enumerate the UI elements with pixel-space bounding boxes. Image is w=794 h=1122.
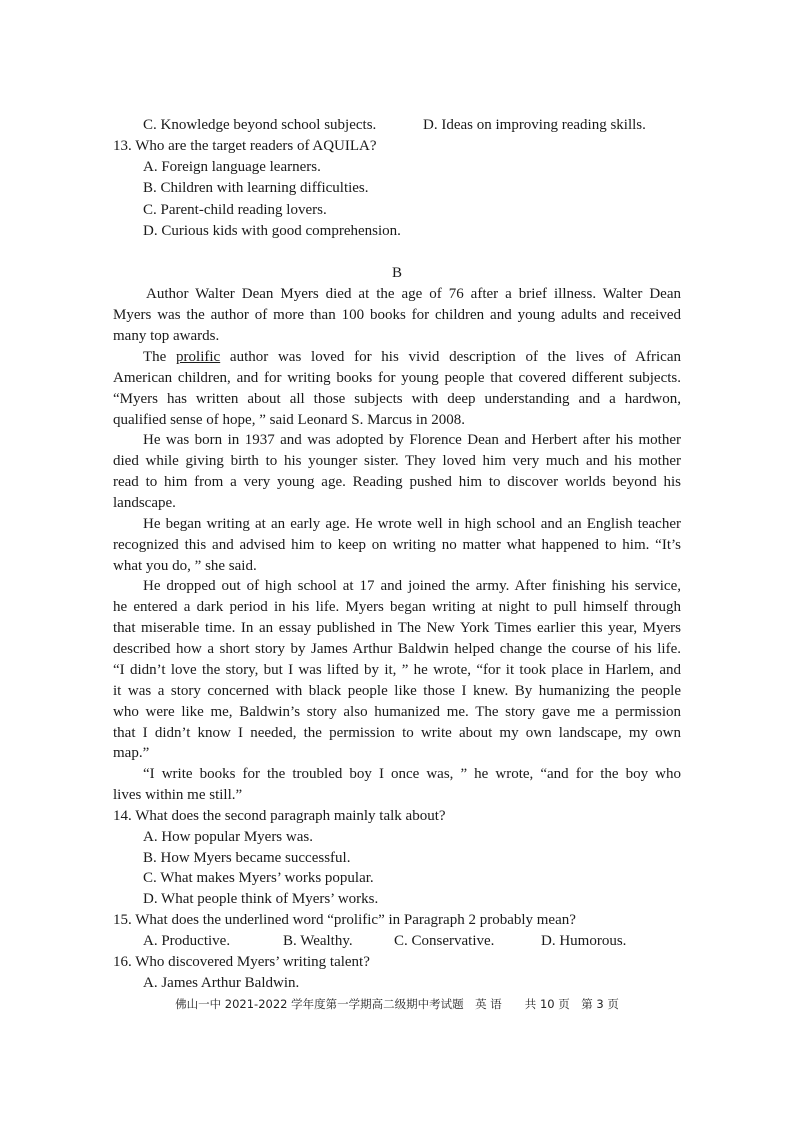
passage-p6-line: lives within me still.” [113,787,243,803]
q14-stem: 14. What does the second paragraph mainly talk about? [113,808,446,824]
q14-option-b: B. How Myers became successful. [143,850,351,866]
passage-p1-line: Myers was the author of more than 100 books for children and young adults and received [113,307,681,323]
passage-p5-line: described how a short story by James Arthur Baldwin helped change the course of his life. [113,641,681,657]
q14-option-c: C. What makes Myers’ works popular. [143,870,374,886]
passage-p5-line: who were like me, Baldwin’s story also humanized me. The story gave me a permission [113,704,681,720]
passage-p1-line: many top awards. [113,328,220,344]
passage-p1-line: Author Walter Dean Myers died at the age of 76 after a brief illness. Walter Dean [146,286,681,302]
q13-option-a: A. Foreign language learners. [143,159,321,175]
page-footer: 佛山一中 2021-2022 学年度第一学期高二级期中考试题 英 语 共 10 页 第 3 页 [175,997,619,1011]
passage-p5-line: he entered a dark period in his life. Myers began writing at night to pull himself through [113,599,681,615]
q15-option-b: B. Wealthy. [283,933,353,949]
passage-p5-line: He dropped out of high school at 17 and joined the army. After finishing his service, [143,578,681,594]
passage-p2-line: qualified sense of hope, ” said Leonard S. Marcus in 2008. [113,412,465,428]
q13-stem: 13. Who are the target readers of AQUILA? [113,138,377,154]
section-label: B [391,265,402,281]
underlined-word-prolific: prolific [176,349,221,365]
q13-option-b: B. Children with learning difficulties. [143,180,369,196]
passage-p5-line: that I didn’t know I needed, the permission to write about my own landscape, my own [113,725,681,741]
passage-p3-line: read to him from a very young age. Reading pushed him to discover worlds beyond his [113,474,681,490]
q16-stem: 16. Who discovered Myers’ writing talent? [113,954,370,970]
q15-stem: 15. What does the underlined word “prolific” in Paragraph 2 probably mean? [113,912,576,928]
q12-option-d: D. Ideas on improving reading skills. [423,117,646,133]
passage-p2-line [143,347,681,368]
passage-p3-line: He was born in 1937 and was adopted by Florence Dean and Herbert after his mother [143,432,681,448]
q15-option-c: C. Conservative. [394,933,495,949]
passage-p2-text: author was loved for his vivid description of the lives of African [220,349,681,365]
passage-p5-line: map.” [113,745,150,761]
q14-option-a: A. How popular Myers was. [143,829,313,845]
passage-p4-line: recognized this and advised him to keep on writing no matter what happened to him. “It’s [113,537,681,553]
q16-option-a: A. James Arthur Baldwin. [143,975,300,991]
q13-option-d: D. Curious kids with good comprehension. [143,223,401,239]
passage-p5-line: that miserable time. In an essay published in The New York Times earlier this year, Myers [113,620,681,636]
passage-p6-line: “I write books for the troubled boy I once was, ” he wrote, “and for the boy who [143,766,681,782]
q12-option-c: C. Knowledge beyond school subjects. [143,117,377,133]
q15-option-a: A. Productive. [143,933,231,949]
passage-p3-line: died while giving birth to his younger sister. They loved him very much and his mother [113,453,681,469]
q14-option-d: D. What people think of Myers’ works. [143,891,379,907]
passage-p5-line: “I didn’t love the story, but I was lifted by it, ” he wrote, “for it took place in Harlem, and [113,662,681,678]
q15-option-d: D. Humorous. [541,933,627,949]
q13-option-c: C. Parent-child reading lovers. [143,202,327,218]
passage-p3-line: landscape. [113,495,176,511]
passage-p2-line: “Myers has written about all those subjects with deep understanding and a hardwon, [113,391,681,407]
passage-p5-line: it was a story concerned with black people like those I knew. By humanizing the people [113,683,681,699]
passage-p4-line: what you do, ” she said. [113,558,257,574]
passage-p2-line: American children, and for writing books for young people that covered different subjects. [113,370,681,386]
passage-p2-text: The [143,349,177,365]
passage-p4-line: He began writing at an early age. He wrote well in high school and an English teacher [143,516,681,532]
